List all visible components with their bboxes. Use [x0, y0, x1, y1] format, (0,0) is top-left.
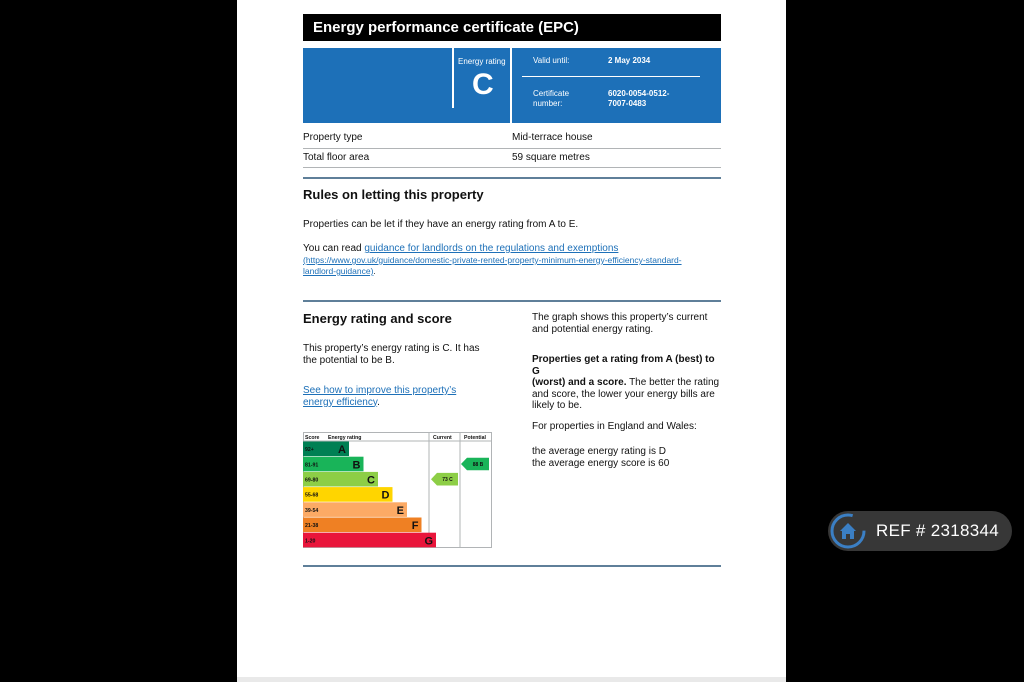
band-bar — [325, 533, 436, 548]
rating-text: This property’s energy rating is C. It has the potential to be B. — [303, 343, 480, 366]
potential-rating-arrow-label: 88 B — [472, 462, 484, 468]
divider — [510, 48, 512, 123]
chart-header-score: Score — [305, 435, 320, 441]
divider — [303, 167, 721, 168]
band-letter: D — [381, 489, 390, 502]
band-letter: C — [367, 474, 375, 487]
home-icon — [830, 513, 866, 549]
guidance-url-link[interactable]: (https://www.gov.uk/guidance/domestic-private-rented-property-minimum-energy-efficiency-standard- — [303, 255, 682, 265]
energy-rating-label: Energy rating — [458, 57, 506, 66]
letting-heading: Rules on letting this property — [303, 187, 484, 202]
property-type-label: Property type — [303, 132, 363, 143]
valid-until-label: Valid until: — [533, 56, 570, 65]
energy-rating-letter: C — [472, 68, 494, 101]
rating-heading: Energy rating and score — [303, 311, 452, 326]
divider — [522, 76, 700, 77]
summary-panel — [303, 48, 721, 123]
average-text: the average energy rating is D the average energy score is 60 — [532, 446, 670, 469]
guidance-paragraph: You can read guidance for landlords on the regulations and exemptions — [303, 243, 619, 254]
improve-link-2[interactable]: energy efficiency — [303, 396, 378, 408]
guidance-link[interactable]: guidance for landlords on the regulations and exemptions — [364, 243, 619, 254]
energy-rating-chart — [303, 432, 492, 548]
section-divider — [303, 565, 721, 567]
band-letter: A — [338, 444, 346, 457]
band-letter: F — [411, 520, 419, 533]
section-divider — [303, 300, 721, 302]
region-text: For properties in England and Wales: — [532, 421, 697, 432]
band-letter: B — [352, 459, 361, 472]
band-score-label: 39-54 — [305, 507, 319, 514]
floor-area-value: 59 square metres — [512, 152, 590, 163]
band-letter: E — [396, 504, 404, 517]
improve-paragraph: See how to improve this property’s energy efficiency. — [303, 385, 457, 408]
letting-text: Properties can be let if they have an energy rating from A to E. — [303, 219, 579, 230]
improve-link[interactable]: See how to improve this property’s — [303, 385, 457, 396]
current-rating-arrow-label: 73 C — [442, 477, 453, 484]
rating-explanation: Properties get a rating from A (best) to G (worst) and a score. The better the rating and score, the lower your energy bills are likely to be. — [532, 354, 720, 411]
floor-area-label: Total floor area — [303, 152, 370, 163]
chart-header-rating: Energy rating — [328, 435, 362, 441]
graph-explanation: The graph shows this property’s current and potential energy rating. — [532, 312, 708, 335]
chart-header-current: Current — [433, 435, 452, 441]
band-score-label: 69-80 — [305, 477, 319, 484]
band-score-label: 92+ — [305, 447, 314, 454]
document-page — [237, 0, 786, 682]
page-edge — [237, 677, 786, 682]
page-title: Energy performance certificate (EPC) — [303, 14, 721, 41]
valid-until-value: 2 May 2034 — [608, 56, 651, 65]
section-divider — [303, 177, 721, 179]
band-score-label: 55-68 — [305, 492, 319, 499]
band-score-label: 21-38 — [305, 523, 319, 530]
chart-header-potential: Potential — [464, 435, 486, 441]
band-letter: G — [424, 535, 433, 548]
band-score-label: 81-91 — [305, 462, 319, 469]
property-type-value: Mid-terrace house — [512, 132, 593, 143]
band-bar — [325, 502, 407, 517]
ref-number: REF # 2318344 — [876, 521, 999, 540]
band-score-label: 1-20 — [305, 538, 316, 545]
divider — [452, 48, 454, 108]
guidance-url-line2: landlord-guidance). — [303, 266, 376, 276]
guidance-url-link-end[interactable]: landlord-guidance) — [303, 266, 374, 276]
certificate-number: 6020-0054-0512- 7007-0483 — [608, 89, 670, 108]
band-bar — [325, 518, 422, 533]
divider — [303, 148, 721, 149]
certificate-label: Certificate number: — [533, 89, 570, 108]
